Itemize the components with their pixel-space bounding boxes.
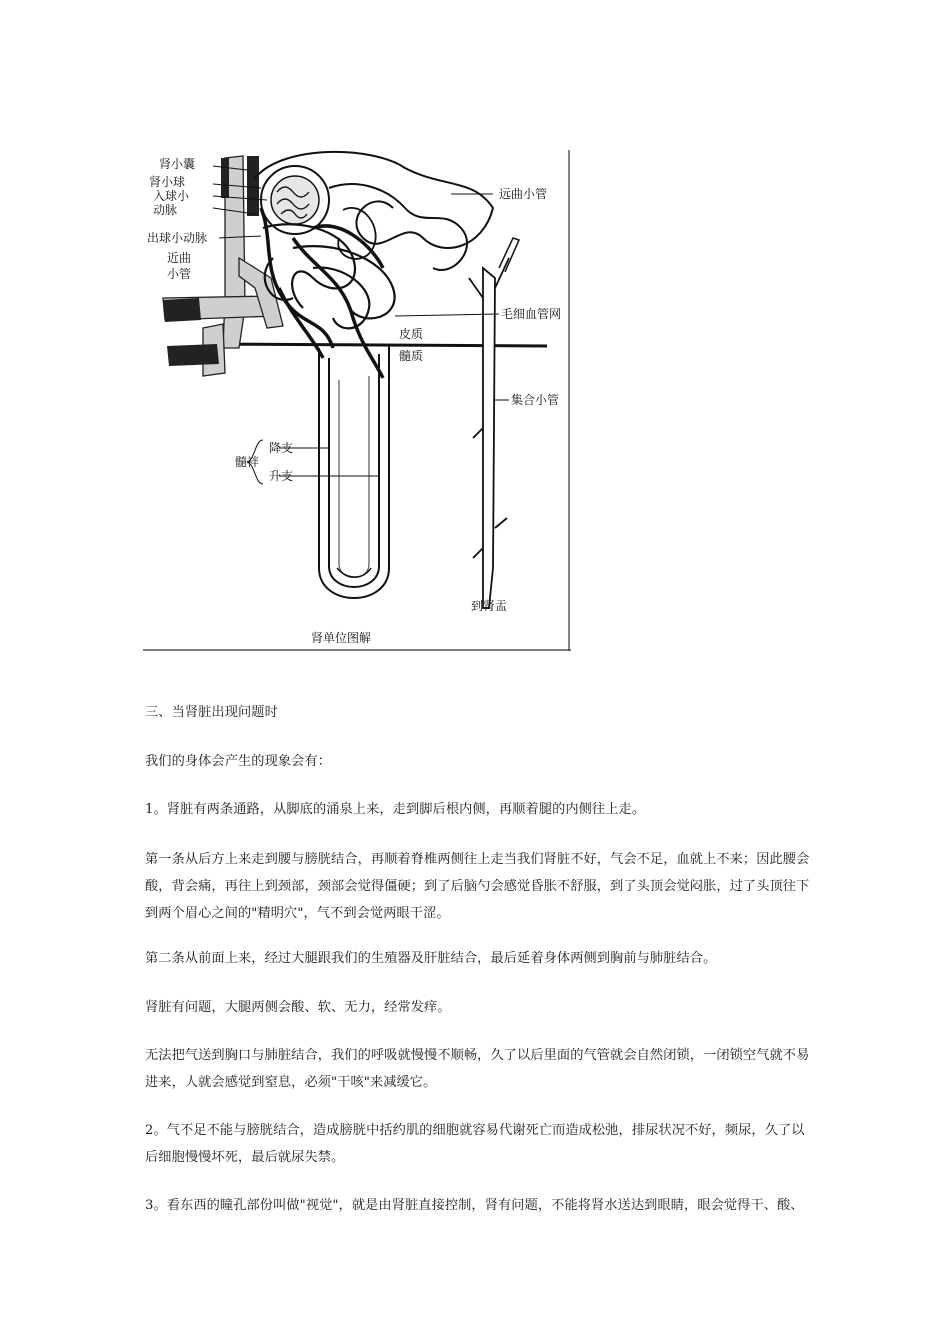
label-shen-xiao-qiu: 肾小球: [149, 175, 186, 189]
label-ru-qiu-xiao-2: 动脉: [153, 203, 178, 217]
paragraph-4-text: 第二条从前面上来，经过大腿跟我们的生殖器及肝脏结合，最后延着身体两侧到胸前与肺脏结合。: [145, 951, 717, 966]
label-sheng-zhi: 升支: [269, 469, 294, 483]
label-jin-qu-2: 小管: [167, 267, 192, 281]
figure-caption: 肾单位图解: [311, 631, 372, 645]
paragraph-1: [145, 748, 815, 775]
label-chu-qiu-xiao-dong-mai: 出球小动脉: [147, 231, 208, 245]
label-sui-pan: 髓袢: [235, 455, 260, 469]
paragraph-2-text: 1。肾脏有两条通路，从脚底的涌泉上来，走到脚后根内侧，再顺着腿的内侧往上走。: [145, 802, 646, 817]
section-heading: [145, 699, 815, 726]
paragraph-3: [145, 846, 815, 927]
paragraph-5-text: 肾脏有问题，大腿两侧会酸、软、无力，经常发痒。: [145, 1000, 451, 1015]
paragraph-5: [145, 994, 815, 1021]
label-dao-shen-yu: 到肾盂: [471, 599, 508, 613]
nephron-diagram: [143, 148, 571, 651]
label-jiang-zhi: 降支: [269, 441, 294, 455]
paragraph-8: [145, 1192, 815, 1219]
paragraph-8-text: 3。看东西的瞳孔部份叫做"视觉"，就是由肾脏直接控制，肾有问题，不能将肾水送达到眼睛，眼会觉得干、酸、: [145, 1198, 804, 1213]
heading-text: 三、当肾脏出现问题时: [145, 705, 278, 720]
paragraph-6-text: 无法把气送到胸口与肺脏结合，我们的呼吸就慢慢不顺畅，久了以后里面的气管就会自然闭锁，一闭锁空气就不易进来，人就会感觉到窒息，必须"干咳"来减缓它。: [145, 1048, 810, 1090]
label-jin-qu-1: 近曲: [167, 251, 192, 265]
label-sui-zhi: 髓质: [399, 349, 424, 363]
paragraph-3-text: 第一条从后方上来走到腰与膀胱结合，再顺着脊椎两侧往上走当我们肾脏不好，气会不足，血就上不来；因此腰会酸，背会痛，再往上到颈部，颈部会觉得僵硬；到了后脑勺会感觉昏胀不舒服，到了头顶会觉闷胀，过了头顶往下到两个眉心之间的"精明穴"，气不到会觉两眼干涩。: [145, 852, 810, 921]
paragraph-1-text: 我们的身体会产生的现象会有：: [145, 754, 332, 769]
label-yuan-qu-xiao-guan: 远曲小管: [499, 187, 548, 201]
paragraph-7: [145, 1117, 815, 1171]
paragraph-2: [145, 796, 815, 823]
label-pi-zhi: 皮质: [399, 327, 424, 341]
label-mao-xi-xue-guan-wang: 毛细血管网: [501, 307, 562, 321]
label-ji-he-xiao-guan: 集合小管: [511, 393, 560, 407]
paragraph-7-text: 2。气不足不能与膀胱结合，造成膀胱中括约肌的细胞就容易代谢死亡而造成松弛，排尿状况不好，频尿，久了以后细胞慢慢坏死，最后就尿失禁。: [145, 1123, 805, 1165]
label-ru-qiu-xiao-1: 入球小: [153, 189, 190, 203]
paragraph-6: [145, 1042, 815, 1096]
paragraph-4: [145, 945, 815, 972]
label-shen-xiao-nang: 肾小囊: [159, 157, 196, 171]
